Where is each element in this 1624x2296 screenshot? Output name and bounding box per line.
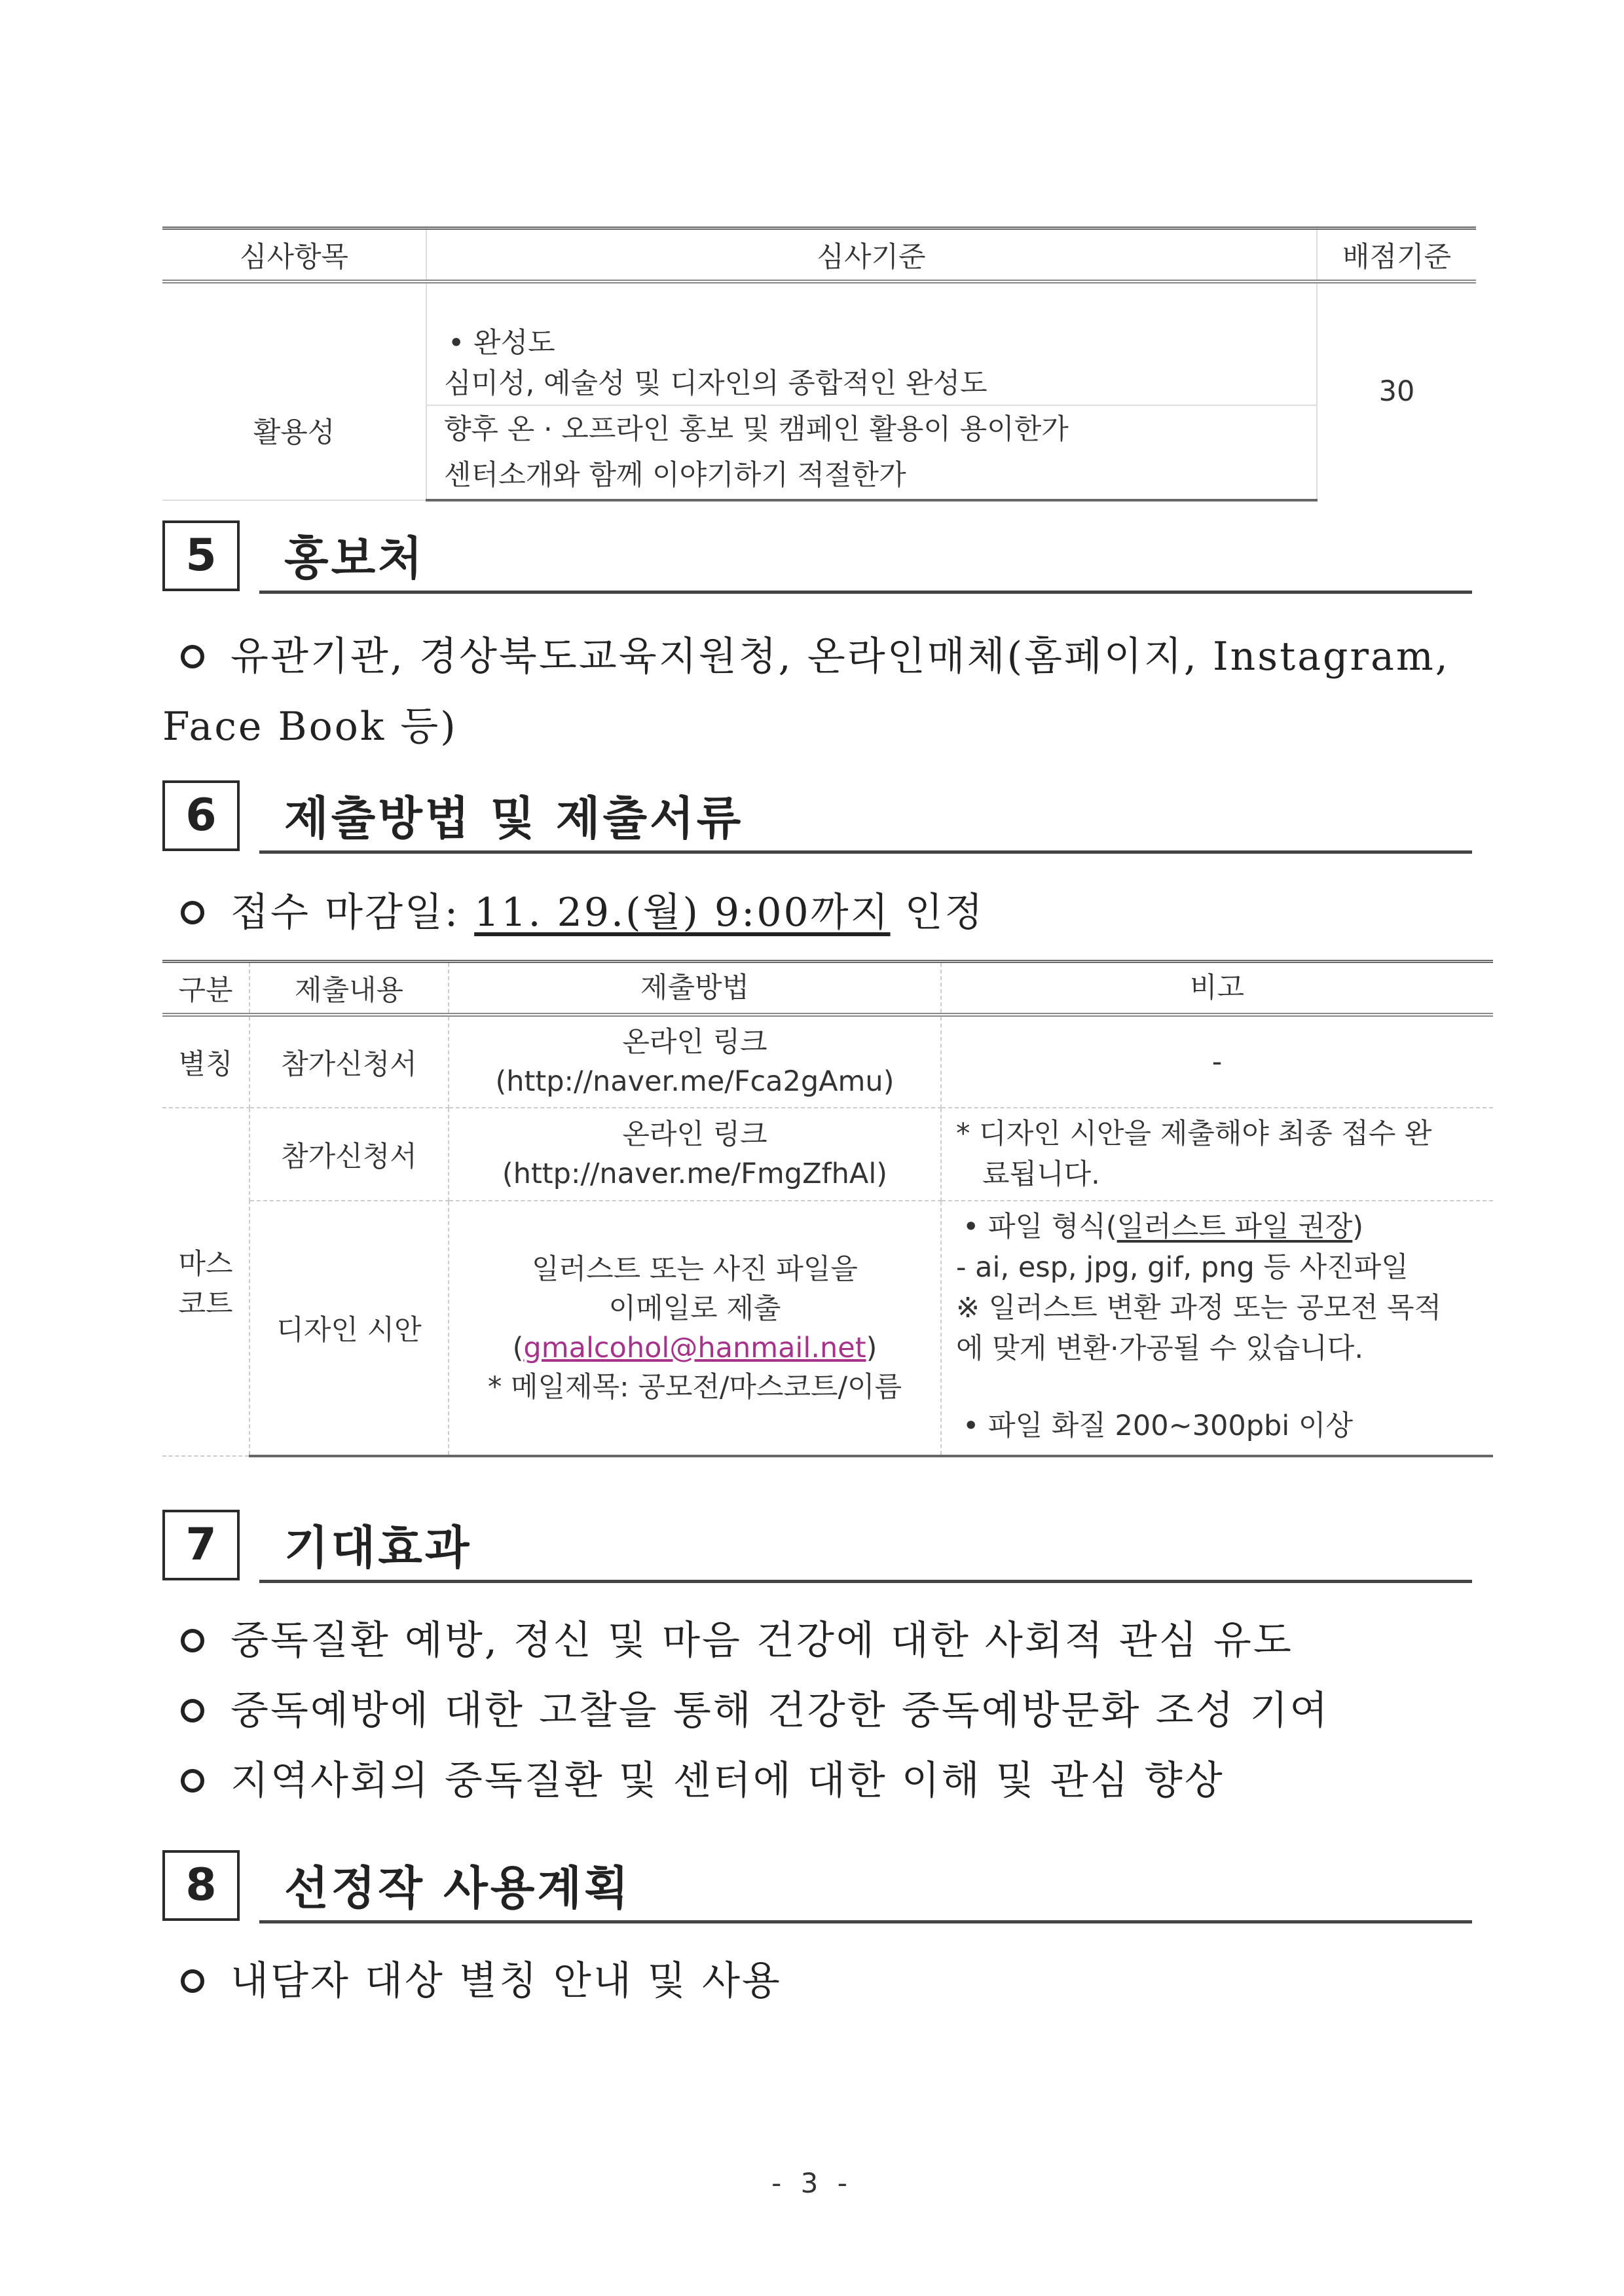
- section-8-header: [162, 1850, 1472, 1923]
- deadline-suffix: 인정: [890, 890, 985, 936]
- content-design: 디자인 시안: [249, 1201, 449, 1456]
- header-category: 구분: [162, 962, 249, 1015]
- usage-plan-text: 내담자 대상 별칭 안내 및 사용: [231, 1958, 782, 2004]
- usability-criteria-1: 향후 온 · 오프라인 홍보 및 캠페인 활용이 용이한가: [444, 413, 1069, 446]
- completeness-desc: 심미성, 예술성 및 디자인의 종합적인 완성도: [444, 367, 987, 400]
- deadline-value: 11. 29.(월) 9:00까지: [474, 890, 891, 936]
- evaluation-criteria-table: [162, 227, 1476, 501]
- effect-item: [181, 1679, 1330, 1736]
- header-score: 배점기준: [1317, 228, 1476, 282]
- section-divider: [259, 1920, 1472, 1923]
- note-cell: [941, 1201, 1493, 1456]
- effect-item: [181, 1609, 1293, 1666]
- email-link[interactable]: gmalcohol@hanmail.net: [523, 1331, 866, 1364]
- promo-channels-item: [181, 625, 1450, 682]
- usage-plan-item: [181, 1950, 782, 2006]
- circle-bullet-icon: [181, 1699, 204, 1722]
- section-title: 선정작 사용계획: [284, 1861, 631, 1915]
- section-number: 7: [162, 1510, 240, 1580]
- method-line: 이메일로 제출: [608, 1292, 781, 1325]
- circle-bullet-icon: [181, 645, 204, 668]
- usability-score: 30: [1378, 375, 1415, 408]
- table-header-row: [162, 962, 1493, 1015]
- method-cell: [449, 1015, 941, 1108]
- section-number: 8: [162, 1850, 240, 1921]
- submission-table: [162, 960, 1493, 1457]
- effect-text: 중독질환 예방, 정신 및 마음 건강에 대한 사회적 관심 유도: [231, 1618, 1293, 1664]
- table-row: [162, 282, 1476, 405]
- section-divider: [259, 591, 1472, 594]
- note-format-recommend: 일러스트 파일 권장: [1116, 1211, 1353, 1243]
- content-application: 참가신청서: [249, 1108, 449, 1201]
- header-eval-criteria: 심사기준: [426, 228, 1317, 282]
- method-line: * 메일제목: 공모전/마스코트/이름: [487, 1370, 902, 1404]
- category-mascot: [162, 1108, 249, 1456]
- promo-channels-line2: Face Book 등): [162, 704, 458, 750]
- circle-bullet-icon: [181, 1629, 204, 1652]
- deadline-label: 접수 마감일:: [231, 890, 475, 936]
- note-format-prefix: • 파일 형식(: [963, 1211, 1117, 1243]
- content-application: 참가신청서: [249, 1015, 449, 1108]
- table-header-row: [162, 228, 1476, 282]
- section-5-header: [162, 520, 1472, 594]
- deadline-item: [181, 881, 985, 938]
- note-file-format: [956, 1207, 1492, 1247]
- section-title: 제출방법 및 제출서류: [284, 792, 744, 845]
- section-number: 5: [162, 520, 240, 591]
- method-online-link: 온라인 링크: [622, 1026, 767, 1059]
- circle-bullet-icon: [181, 901, 204, 924]
- usability-criteria-cell: [426, 405, 1317, 500]
- category-mascot-line1: 마스: [178, 1248, 233, 1281]
- method-url[interactable]: (http://naver.me/FmgZfhAl): [502, 1157, 888, 1190]
- circle-bullet-icon: [181, 1769, 204, 1793]
- spacer: [956, 1369, 1492, 1406]
- circle-bullet-icon: [181, 1969, 204, 1993]
- section-divider: [259, 1580, 1472, 1583]
- effect-text: 지역사회의 중독질환 및 센터에 대한 이해 및 관심 향상: [231, 1758, 1225, 1804]
- effect-item: [181, 1749, 1225, 1806]
- header-method: 제출방법: [449, 962, 941, 1015]
- method-cell: [449, 1201, 941, 1456]
- note-line: * 디자인 시안을 제출해야 최종 접수 완: [956, 1118, 1432, 1150]
- category-nickname: 별칭: [162, 1015, 249, 1108]
- note-convert: 에 맞게 변환·가공될 수 있습니다.: [956, 1332, 1364, 1365]
- note-cell: [941, 1108, 1493, 1201]
- header-eval-item: 심사항목: [162, 228, 426, 282]
- table-row: [162, 1108, 1493, 1201]
- header-content: 제출내용: [249, 962, 449, 1015]
- header-note: 비고: [941, 962, 1493, 1015]
- effect-text: 중독예방에 대한 고찰을 통해 건강한 중독예방문화 조성 기여: [231, 1688, 1330, 1734]
- section-7-header: [162, 1510, 1472, 1583]
- promo-channels-line1: 유관기관, 경상북도교육지원청, 온라인매체(홈페이지, Instagram,: [231, 634, 1450, 680]
- method-url[interactable]: (http://naver.me/Fca2gAmu): [495, 1065, 895, 1098]
- method-email-wrap: (gmalcohol@hanmail.net): [512, 1331, 877, 1364]
- section-number: 6: [162, 780, 240, 851]
- table-row: [162, 1015, 1493, 1108]
- table-row: [162, 1201, 1493, 1456]
- note-convert: ※ 일러스트 변환 과정 또는 공모전 목적: [956, 1292, 1442, 1324]
- section-title: 기대효과: [284, 1521, 472, 1575]
- method-cell: [449, 1108, 941, 1201]
- section-title: 홍보처: [284, 532, 425, 585]
- note-dash: -: [941, 1015, 1493, 1108]
- note-file-types: - ai, esp, jpg, gif, png 등 사진파일: [956, 1251, 1409, 1284]
- category-mascot-line2: 코트: [178, 1288, 233, 1321]
- completeness-cell: [426, 282, 1317, 405]
- note-format-suffix: ): [1352, 1211, 1364, 1243]
- method-line: 일러스트 또는 사진 파일을: [532, 1252, 858, 1286]
- note-file-quality: • 파일 화질 200~300pbi 이상: [963, 1410, 1353, 1442]
- method-online-link: 온라인 링크: [622, 1118, 767, 1151]
- usability-criteria-2: 센터소개와 함께 이야기하기 적절한가: [444, 459, 906, 492]
- page-number: - 3 -: [771, 2167, 853, 2199]
- section-6-header: [162, 780, 1472, 854]
- section-divider: [259, 850, 1472, 854]
- note-line: 료됩니다.: [982, 1158, 1100, 1191]
- usability-item: 활용성: [162, 282, 426, 500]
- completeness-bullet: • 완성도: [448, 327, 555, 359]
